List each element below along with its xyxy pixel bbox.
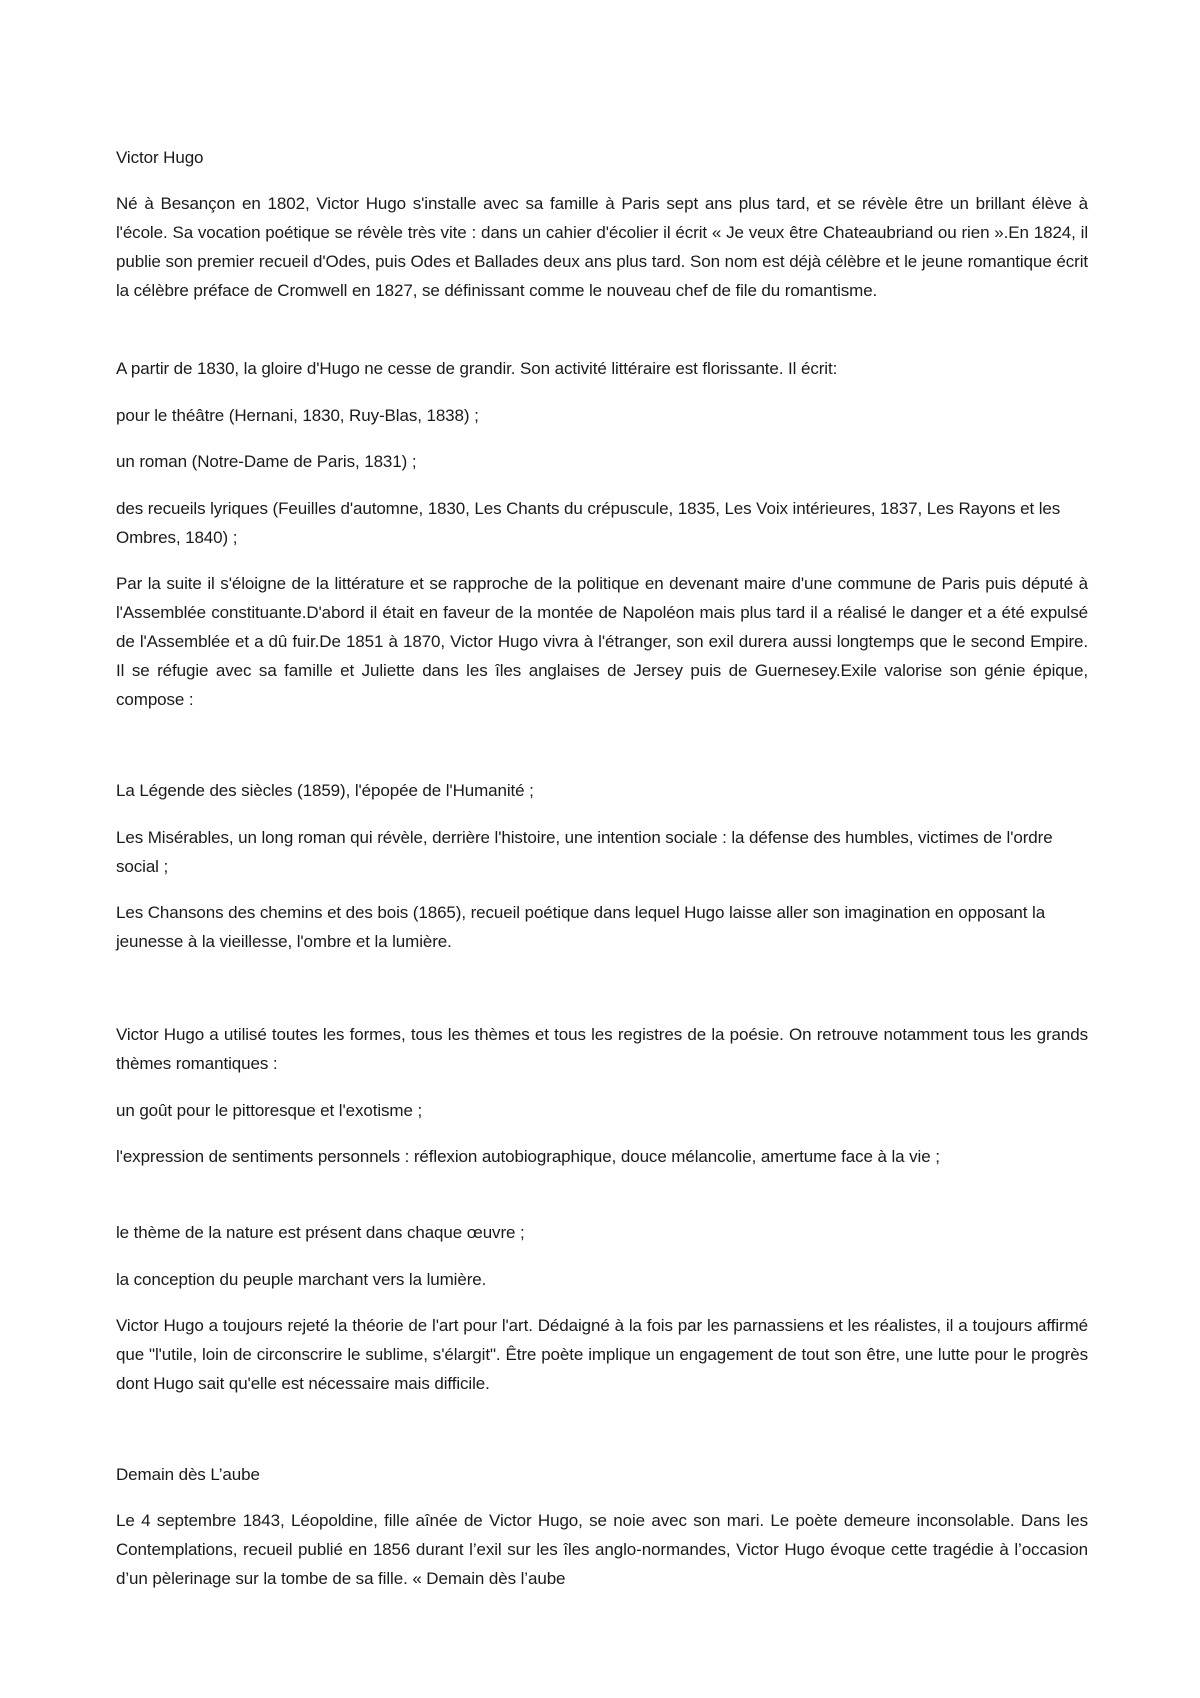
document-title: Victor Hugo [116,148,204,167]
list-item-miserables: Les Misérables, un long roman qui révèle, derrière l'histoire, une intention sociale : la défense des humbles, victimes de l'ordre social ; [116,828,1053,876]
document-page [116,0,1088,1698]
list-item-peuple: la conception du peuple marchant vers la lumière. [116,1270,487,1289]
list-item-nature: le thème de la nature est présent dans chaque œuvre ; [116,1223,525,1242]
list-item-sentiments: l'expression de sentiments personnels : réflexion autobiographique, douce mélancolie, amertume face à la vie ; [116,1147,940,1166]
list-item-pittoresque: un goût pour le pittoresque et l'exotisme ; [116,1101,423,1120]
list-item-chansons: Les Chansons des chemins et des bois (1865), recueil poétique dans lequel Hugo laisse aller son imagination en opposant la jeunesse à la vieillesse, l'ombre et la lumière. [116,903,1046,951]
list-item-theatre: pour le théâtre (Hernani, 1830, Ruy-Blas, 1838) ; [116,406,479,425]
list-item-roman: un roman (Notre-Dame de Paris, 1831) ; [116,452,417,471]
list-item-legende: La Légende des siècles (1859), l'épopée de l'Humanité ; [116,781,534,800]
section-title-demain: Demain dès L’aube [116,1465,260,1484]
paragraph-politics-exile: Par la suite il s'éloigne de la littérature et se rapproche de la politique en devenant maire d'une commune de Paris puis député à l'Assemblée constituante.D'abord il était en faveur de la montée de Napoléon mais plus tard il a réalisé le danger et a été expulsé de l'Assemblée et a dû fuir.De 1851 à 1870, Victor Hugo vivra à l'étranger, son exil durera aussi longtemps que le second Empire. Il se réfugie avec sa famille et Juliette dans les îles anglaises de Jersey puis de Guernesey.Exile valorise son génie épique, compose : [116,574,1088,709]
paragraph-art-pour-art: Victor Hugo a toujours rejeté la théorie de l'art pour l'art. Dédaigné à la fois par les parnassiens et les réalistes, il a toujours affirmé que "l'utile, loin de circonscrire le sublime, s'élargit". Être poète implique un engagement de tout son être, une lutte pour le progrès dont Hugo sait qu'elle est nécessaire mais difficile. [116,1316,1088,1393]
paragraph-leopoldine: Le 4 septembre 1843, Léopoldine, fille aînée de Victor Hugo, se noie avec son mari. Le poète demeure inconsolable. Dans les Contemplations, recueil publié en 1856 durant l’exil sur les îles anglo-normandes, Victor Hugo évoque cette tragédie à l’occasion d’un pèlerinage sur la tombe de sa fille. « Demain dès l’aube [116,1511,1088,1588]
list-item-recueils: des recueils lyriques (Feuilles d'automne, 1830, Les Chants du crépuscule, 1835, Les Voix intérieures, 1837, Les Rayons et les Ombres, 1840) ; [116,499,1061,547]
paragraph-glory: A partir de 1830, la gloire d'Hugo ne cesse de grandir. Son activité littéraire est florissante. Il écrit: [116,359,838,378]
paragraph-forms-themes: Victor Hugo a utilisé toutes les formes, tous les thèmes et tous les registres de la poésie. On retrouve notamment tous les grands thèmes romantiques : [116,1025,1088,1073]
paragraph-biography-intro: Né à Besançon en 1802, Victor Hugo s'installe avec sa famille à Paris sept ans plus tard, et se révèle être un brillant élève à l'école. Sa vocation poétique se révèle très vite : dans un cahier d'écolier il écrit « Je veux être Chateaubriand ou rien ».En 1824, il publie son premier recueil d'Odes, puis Odes et Ballades deux ans plus tard. Son nom est déjà célèbre et le jeune romantique écrit la célèbre préface de Cromwell en 1827, se définissant comme le nouveau chef de file du romantisme. [116,194,1088,300]
